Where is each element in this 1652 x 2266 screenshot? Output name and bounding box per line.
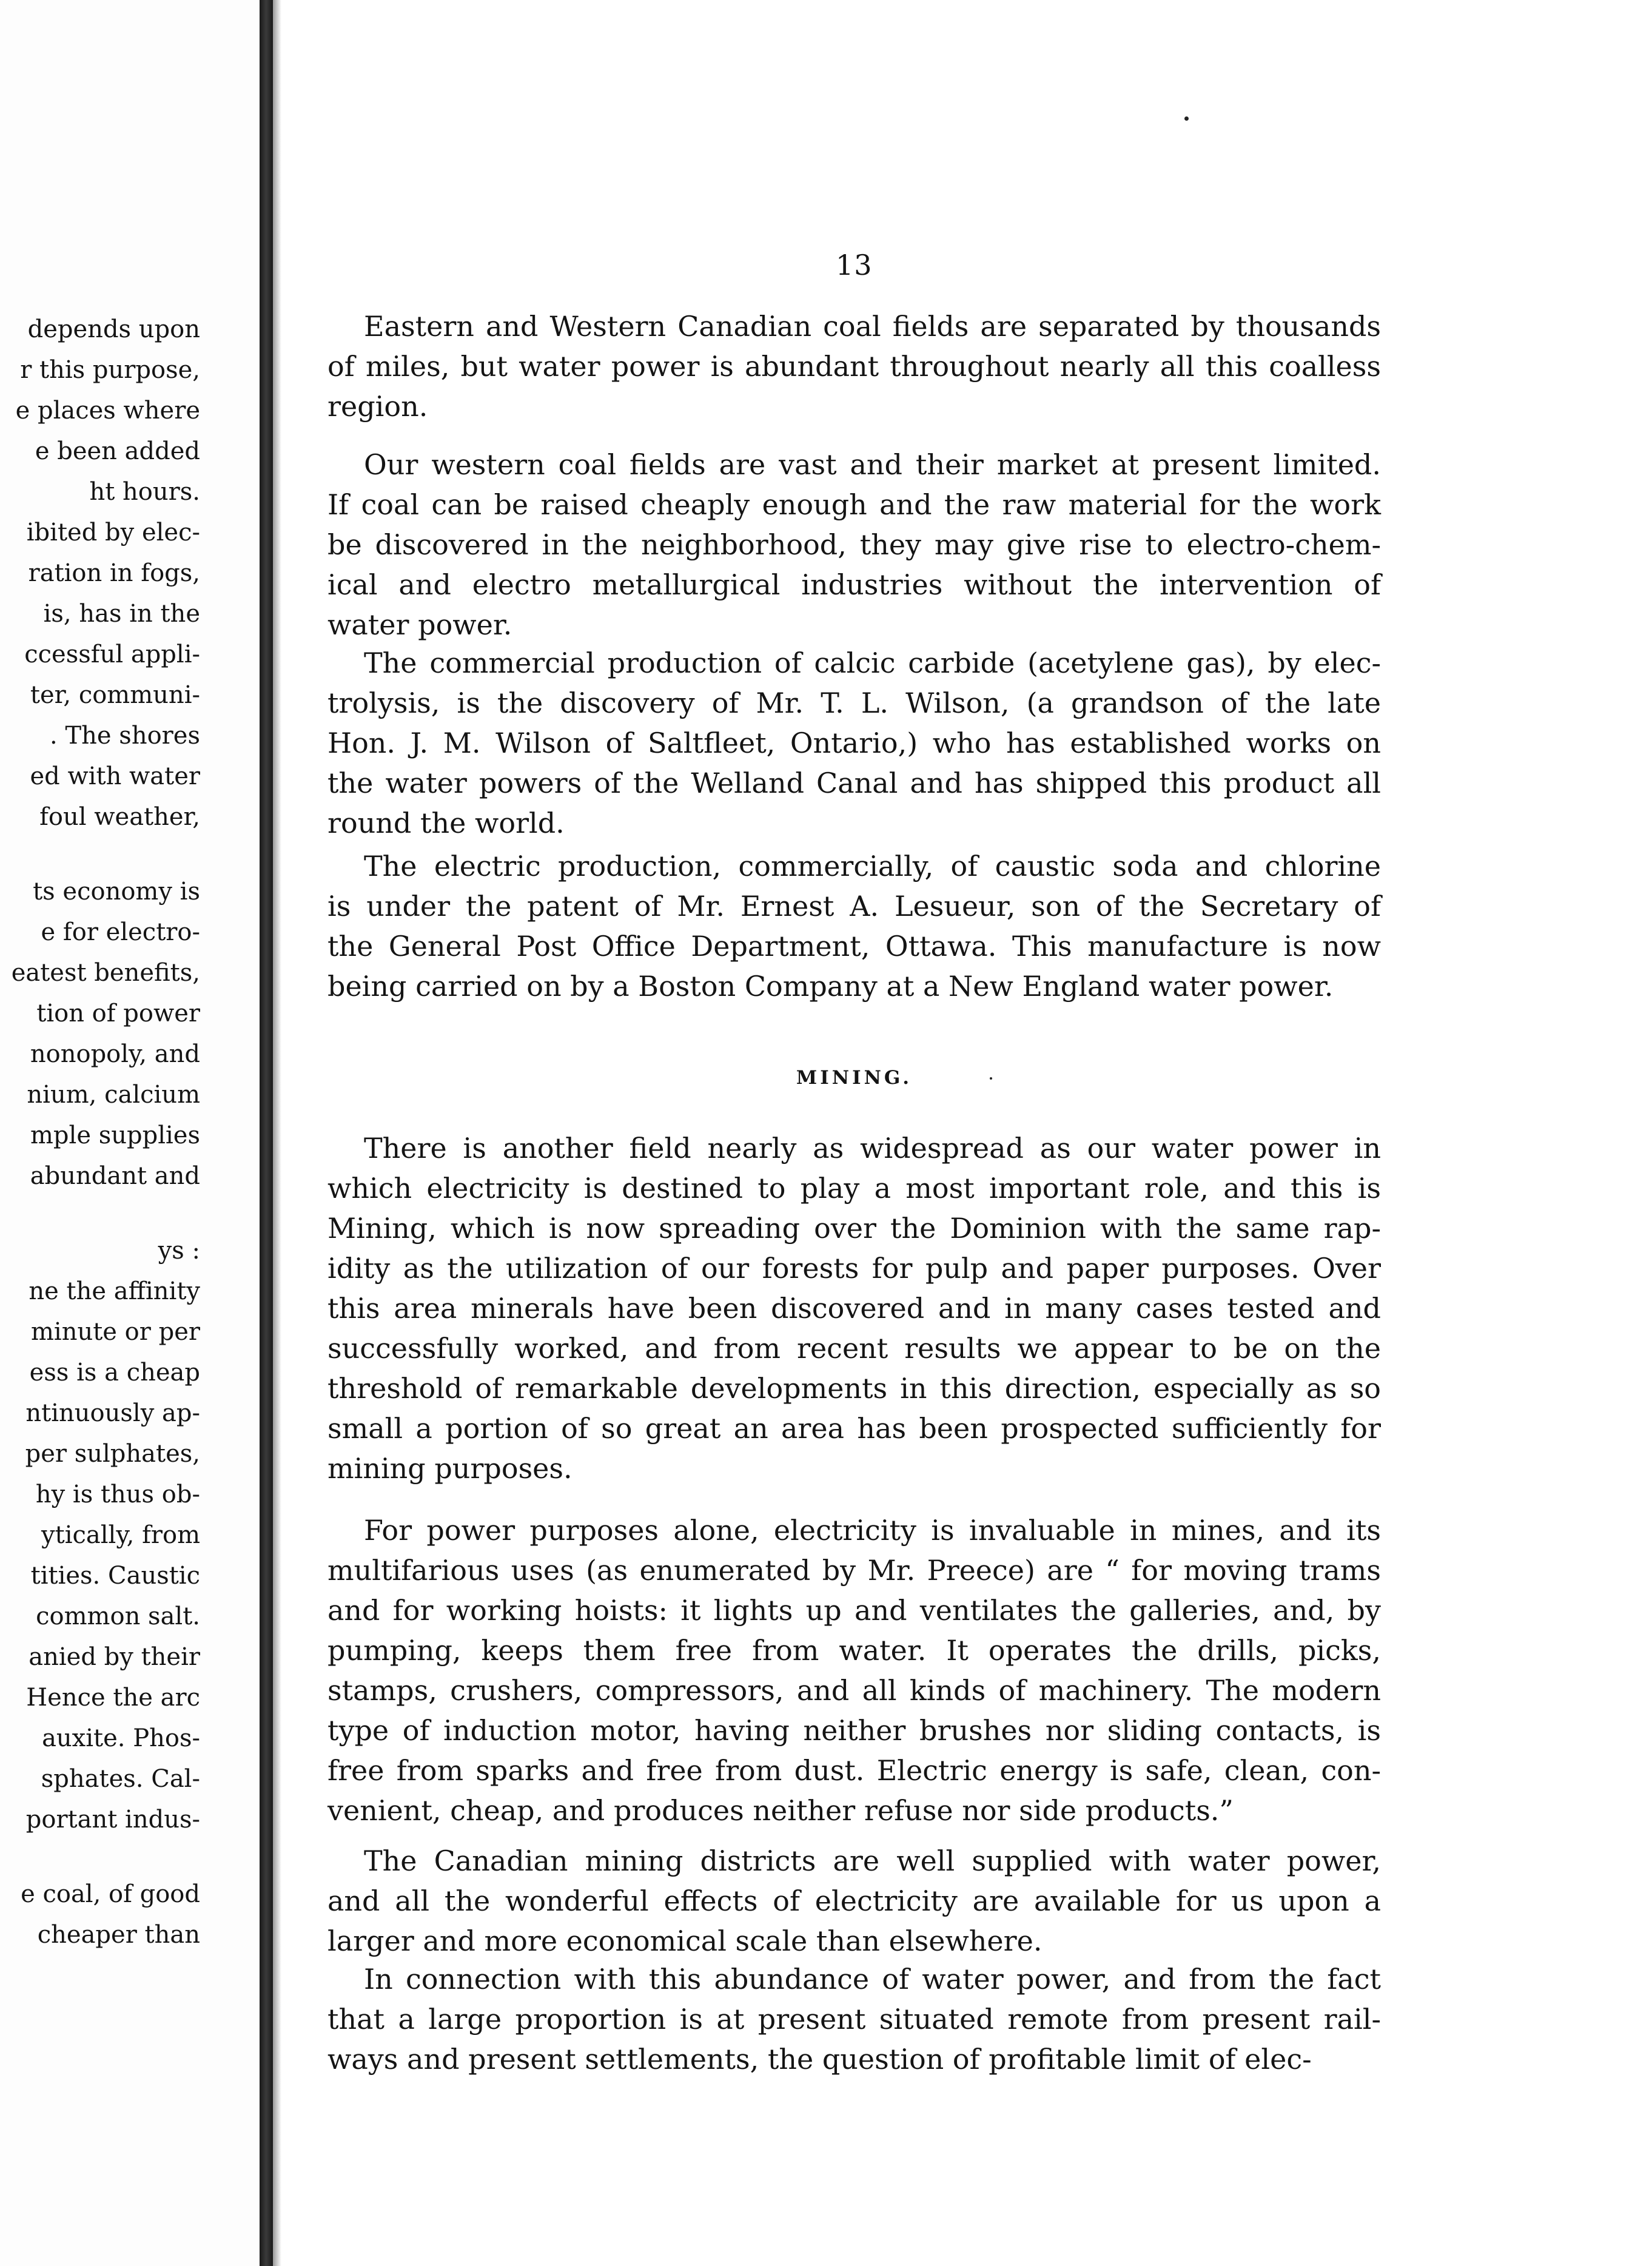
- section-heading: MINING.: [796, 1067, 913, 1089]
- left-page-line: e been added: [35, 437, 200, 465]
- text-line: The Canadian mining districts are well supplied with water power,: [364, 1844, 1381, 1877]
- left-page-line: ccessful appli-: [24, 640, 200, 668]
- text-line: The commercial production of calcic carbide (acetylene gas), by elec-: [364, 647, 1381, 679]
- left-page-line: depends upon: [27, 315, 200, 343]
- left-page-line: foul weather,: [39, 803, 200, 831]
- left-page-line: hy is thus ob-: [35, 1481, 200, 1508]
- text-line: ical and electro metallurgical industries without the intervention of: [327, 568, 1381, 601]
- text-line: water power.: [327, 608, 512, 641]
- text-line: The electric production, commercially, of caustic soda and chlorine: [364, 850, 1381, 883]
- left-page-line: ntinuously ap-: [25, 1399, 200, 1427]
- text-line: this area minerals have been discovered and in many cases tested and: [327, 1292, 1381, 1325]
- left-page-line: e places where: [15, 397, 200, 425]
- text-line: venient, cheap, and produces neither refuse nor side products.”: [327, 1794, 1234, 1827]
- left-page-line: common salt.: [36, 1602, 200, 1630]
- left-page-line: abundant and: [30, 1162, 200, 1190]
- text-line: larger and more economical scale than elsewhere.: [327, 1925, 1043, 1957]
- left-page-line: anied by their: [29, 1643, 200, 1671]
- left-page-line: nonopoly, and: [30, 1040, 200, 1068]
- left-page-line: portant indus-: [25, 1806, 200, 1834]
- text-line: the water powers of the Welland Canal and has shipped this product all: [327, 767, 1381, 799]
- left-page-line: tion of power: [36, 1000, 200, 1027]
- text-line: is under the patent of Mr. Ernest A. Lesueur, son of the Secretary of: [327, 890, 1381, 923]
- left-page-fragment: [0, 0, 260, 2266]
- text-line: successfully worked, and from recent results we appear to be on the: [327, 1332, 1381, 1365]
- text-line: round the world.: [327, 807, 565, 839]
- left-page-line: ed with water: [30, 762, 200, 790]
- text-line: idity as the utilization of our forests for pulp and paper purposes. Over: [327, 1252, 1381, 1285]
- text-line: multifarious uses (as enumerated by Mr. Preece) are “ for moving trams: [327, 1554, 1381, 1587]
- text-line: which electricity is destined to play a most important role, and this is: [327, 1172, 1381, 1205]
- text-line: being carried on by a Boston Company at a New England water power.: [327, 970, 1334, 1003]
- text-line: In connection with this abundance of water power, and from the fact: [364, 1963, 1381, 1995]
- text-line: ways and present settlements, the question of profitable limit of elec-: [327, 2043, 1312, 2076]
- text-line: If coal can be raised cheaply enough and the raw material for the work: [327, 488, 1381, 521]
- text-line: There is another field nearly as widespread as our water power in: [364, 1132, 1381, 1165]
- text-line: Our western coal fields are vast and their market at present limited.: [364, 448, 1381, 481]
- text-line: For power purposes alone, electricity is invaluable in mines, and its: [364, 1514, 1381, 1547]
- book-spine: [260, 0, 273, 2266]
- left-page-line: mple supplies: [30, 1121, 200, 1149]
- text-line: stamps, crushers, compressors, and all kinds of machinery. The modern: [327, 1674, 1381, 1707]
- left-page-line: ht hours.: [89, 478, 200, 506]
- left-page-line: ne the affinity: [29, 1277, 200, 1305]
- text-line: and all the wonderful effects of electricity are available for us upon a: [327, 1884, 1381, 1917]
- left-page-line: ytically, from: [41, 1521, 200, 1549]
- left-page-line: per sulphates,: [25, 1440, 200, 1468]
- text-line: of miles, but water power is abundant throughout nearly all this coalless: [327, 350, 1381, 383]
- text-line: Mining, which is now spreading over the Dominion with the same rap-: [327, 1212, 1381, 1245]
- text-line: trolysis, is the discovery of Mr. T. L. Wilson, (a grandson of the late: [327, 687, 1381, 719]
- text-line: be discovered in the neighborhood, they may give rise to electro-chem-: [327, 528, 1381, 561]
- left-page-line: nium, calcium: [27, 1081, 200, 1109]
- page-number: 13: [836, 249, 873, 281]
- text-line: that a large proportion is at present situated remote from present rail-: [327, 2003, 1381, 2036]
- text-line: the General Post Office Department, Ottawa. This manufacture is now: [327, 930, 1381, 963]
- text-line: free from sparks and free from dust. Electric energy is safe, clean, con-: [327, 1754, 1381, 1787]
- left-page-line: e for electro-: [41, 918, 200, 946]
- left-page-line: ibited by elec-: [26, 519, 200, 546]
- text-line: and for working hoists: it lights up and ventilates the galleries, and, by: [327, 1594, 1381, 1627]
- text-line: region.: [327, 390, 428, 423]
- text-line: Hon. J. M. Wilson of Saltfleet, Ontario,) who has established works on: [327, 727, 1381, 759]
- speck-mark: [1184, 116, 1189, 121]
- left-page-line: . The shores: [50, 722, 200, 750]
- left-page-line: e coal, of good: [21, 1880, 200, 1908]
- text-line: threshold of remarkable developments in this direction, especially as so: [327, 1372, 1381, 1405]
- left-page-line: ter, communi-: [30, 681, 200, 709]
- text-line: type of induction motor, having neither brushes nor sliding contacts, is: [327, 1714, 1381, 1747]
- left-page-line: tities. Caustic: [30, 1562, 200, 1590]
- left-page-line: cheaper than: [37, 1921, 200, 1949]
- left-page-line: ration in fogs,: [28, 559, 200, 587]
- left-page-line: sphates. Cal-: [41, 1765, 200, 1793]
- left-page-line: minute or per: [30, 1318, 200, 1346]
- text-line: pumping, keeps them free from water. It operates the drills, picks,: [327, 1634, 1381, 1667]
- left-page-line: ts economy is: [33, 878, 200, 906]
- text-line: mining purposes.: [327, 1452, 572, 1485]
- text-line: small a portion of so great an area has been prospected sufficiently for: [327, 1412, 1381, 1445]
- left-page-line: auxite. Phos-: [42, 1724, 200, 1752]
- left-page-line: is, has in the: [43, 600, 200, 628]
- left-page-line: eatest benefits,: [11, 959, 200, 987]
- spine-shadow: [273, 0, 281, 2266]
- left-page-line: Hence the arc: [26, 1684, 200, 1712]
- left-page-line: ess is a cheap: [29, 1359, 200, 1387]
- left-page-line: ys :: [158, 1237, 200, 1265]
- text-line: Eastern and Western Canadian coal fields are separated by thousands: [364, 310, 1381, 343]
- left-page-line: r this purpose,: [20, 356, 200, 384]
